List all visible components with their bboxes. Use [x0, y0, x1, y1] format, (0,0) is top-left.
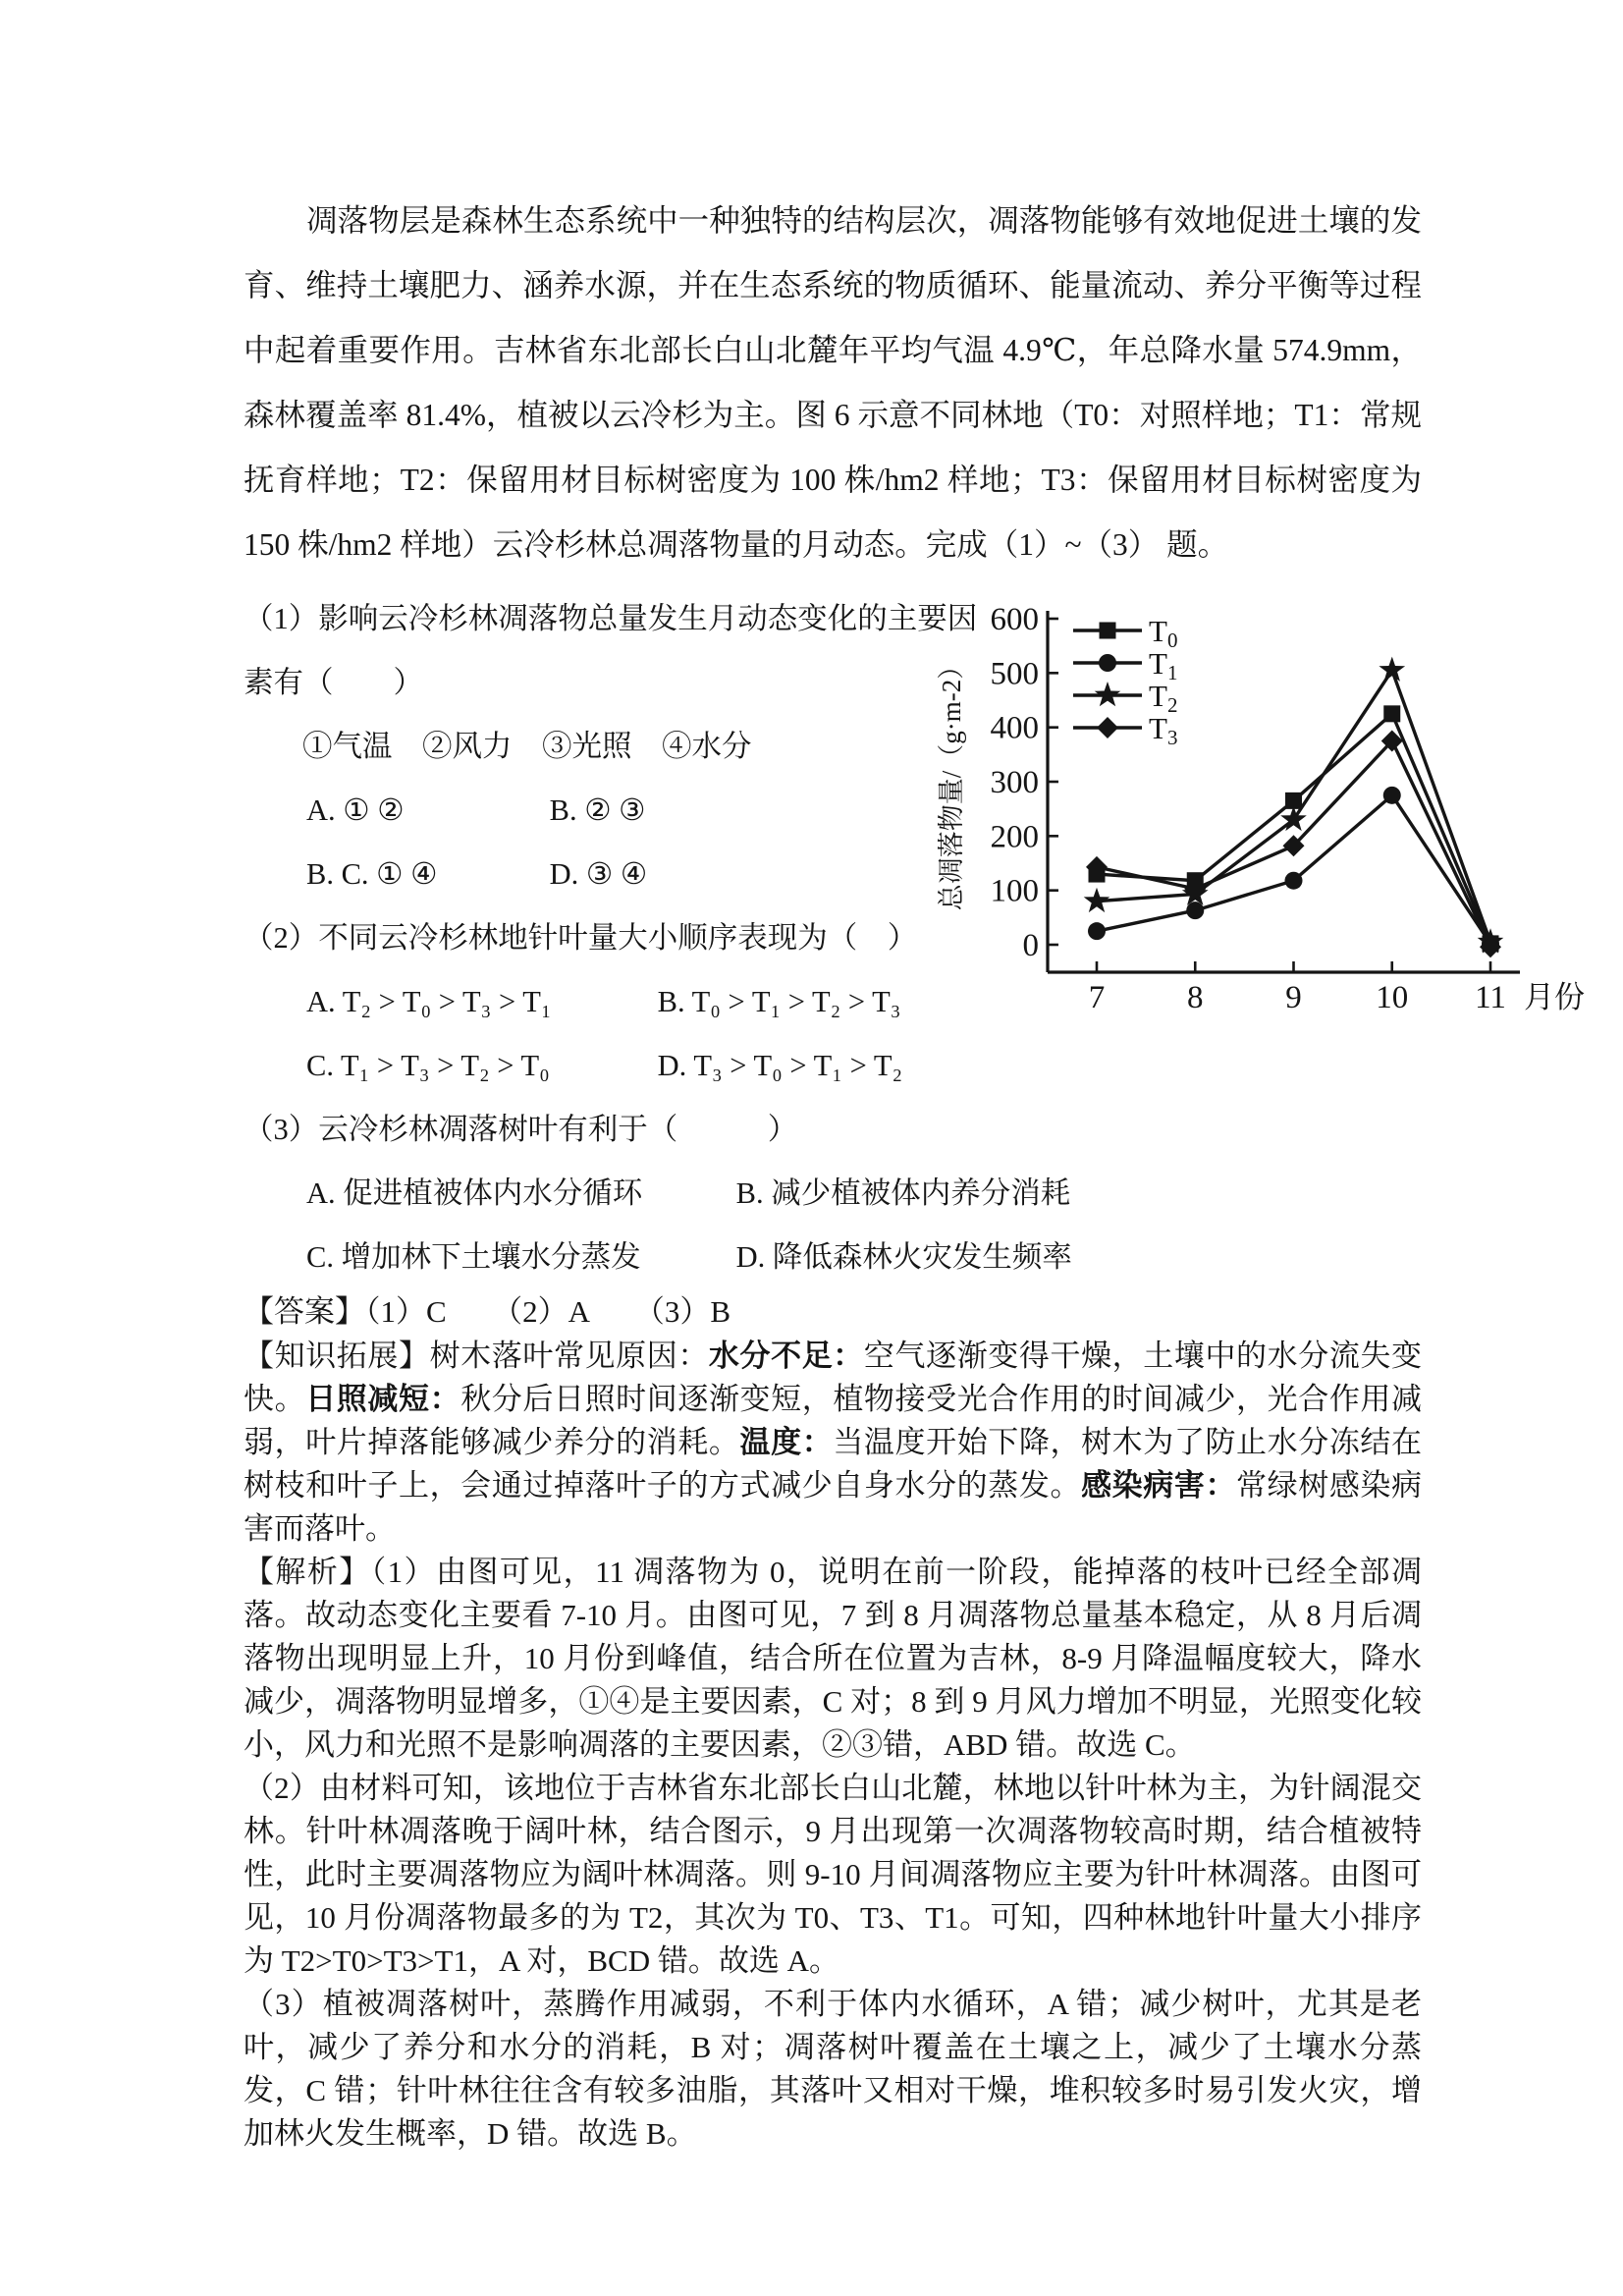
chart-legend-label-T0: T0	[1149, 614, 1178, 652]
chart-y-axis-label: 总凋落物量/（g·m-2）	[937, 652, 966, 911]
question-1-option-b: B. ② ③	[549, 793, 646, 827]
question-3-option-a: A. 促进植被体内水分循环	[306, 1176, 643, 1210]
svg-text:100: 100	[990, 873, 1039, 909]
svg-text:500: 500	[990, 656, 1039, 692]
svg-text:600: 600	[990, 602, 1039, 637]
question-2-options-row-2	[243, 1034, 1422, 1098]
question-1-option-a: A. ① ②	[306, 793, 405, 827]
chart-legend	[1073, 614, 1177, 749]
svg-text:8: 8	[1187, 980, 1204, 1015]
svg-text:300: 300	[990, 765, 1039, 800]
question-1-line-2: 素有（ ）	[243, 666, 423, 699]
figure-6-litter-chart	[933, 589, 1596, 1017]
svg-text:9: 9	[1285, 980, 1302, 1015]
question-2-option-c: C. T₁ > T₃ > T₂ > T₀	[306, 1049, 550, 1082]
question-2-line: （2）不同云冷杉林地针叶量大小顺序表现为（ ）	[243, 921, 918, 955]
chart-legend-label-T1: T1	[1149, 646, 1178, 684]
question-1-numbered-items: ①气温 ②风力 ③光照 ④水分	[302, 730, 752, 763]
question-section	[243, 587, 1585, 1289]
chart-x-axis-label: 月份	[1524, 980, 1585, 1014]
question-1-option-c: B. C. ① ④	[306, 857, 438, 891]
question-3-line: （3）云冷杉林凋落树叶有利于（ ）	[243, 1113, 798, 1146]
chart-legend-label-T3: T3	[1149, 711, 1178, 749]
svg-text:400: 400	[990, 710, 1039, 746]
analysis-paragraph-3: （3）植被凋落树叶，蒸腾作用减弱，不利于体内水循环，A 错；减少树叶，尤其是老叶，减少了养分和水分的消耗，B 对；凋落树叶覆盖在土壤之上，减少了土壤水分蒸发，C 错；针叶林往往含有较多油脂，其落叶又相对干燥，堆积较多时易引发火灾，增加林火发生概率，D 错。故选 B。	[243, 1987, 1422, 2151]
question-3-options-row-1	[243, 1162, 1422, 1226]
question-3-options-row-2	[243, 1226, 1422, 1289]
svg-text:10: 10	[1376, 980, 1409, 1015]
analysis-paragraph-1: 【解析】（1）由图可见，11 凋落物为 0，说明在前一阶段，能掉落的枝叶已经全部凋落。故动态变化主要看 7-10 月。由图可见，7 到 8 月凋落物总量基本稳定，从 8 月后凋落物出现明显上升，10 月份到峰值，结合所在位置为吉林，8-9 月降温幅度较大，降水减少，凋落物明显增多，①④是主要因素，C 对；8 到 9 月风力增加不明显，光照变化较小，风力和光照不是影响凋落的主要因素，②③错，ABD 错。故选 C。	[243, 1555, 1422, 1762]
svg-text:0: 0	[1022, 928, 1039, 963]
svg-text:200: 200	[990, 819, 1039, 855]
analysis-paragraph-2: （2）由材料可知，该地位于吉林省东北部长白山北麓，林地以针叶林为主，为针阔混交林。针叶林凋落晚于阔叶林，结合图示，9 月出现第一次凋落物较高时期，结合植被特性，此时主要凋落物应为阔叶林凋落。则 9-10 月间凋落物应主要为针叶林凋落。由图可见，10 月份凋落物最多的为 T2，其次为 T0、T3、T1。可知，四种林地针叶量大小排序为 T2>T0>T3>T1，A 对，BCD 错。故选 A。	[243, 1771, 1422, 1978]
svg-text:7: 7	[1088, 980, 1106, 1015]
question-2-option-d: D. T₃ > T₀ > T₁ > T₂	[657, 1049, 903, 1082]
chart-legend-label-T2: T2	[1149, 679, 1178, 717]
question-1-option-d: D. ③ ④	[549, 857, 648, 891]
question-2-option-b: B. T₀ > T₁ > T₂ > T₃	[657, 985, 901, 1018]
svg-text:11: 11	[1475, 980, 1506, 1015]
document-body	[243, 189, 1585, 2156]
figure-6-chart-svg	[933, 589, 1596, 1017]
intro-paragraph: 凋落物层是森林生态系统中一种独特的结构层次，凋落物能够有效地促进土壤的发育、维持土壤肥力、涵养水源，并在生态系统的物质循环、能量流动、养分平衡等过程中起着重要作用。吉林省东北部长白山北麓年平均气温 4.9℃，年总降水量 574.9mm，森林覆盖率 81.4%，植被以云冷杉为主。图 6 示意不同林地（T0：对照样地；T1：常规抚育样地；T2：保留用材目标树密度为 100 株/hm2 样地；T3：保留用材目标树密度为 150 株/hm2 样地）云冷杉林总凋落物量的月动态。完成（1）~（3） 题。	[243, 203, 1422, 562]
question-3-option-b: B. 减少植被体内养分消耗	[735, 1176, 1071, 1210]
question-1-line-1: （1）影响云冷杉林凋落物总量发生月动态变化的主要因	[243, 602, 978, 635]
knowledge-expansion-paragraph: 【知识拓展】树木落叶常见原因：水分不足：空气逐渐变得干燥，土壤中的水分流失变快。日照减短：秋分后日照时间逐渐变短，植物接受光合作用的时间减少，光合作用减弱，叶片掉落能够减少养分的消耗。温度：当温度开始下降，树木为了防止水分冻结在树枝和叶子上，会通过掉落叶子的方式减少自身水分的蒸发。感染病害：常绿树感染病害而落叶。	[243, 1339, 1423, 1546]
chart-x-ticks	[1089, 961, 1506, 1015]
question-3-option-c: C. 增加林下土壤水分蒸发	[306, 1240, 641, 1274]
answer-line: 【答案】（1）C （2）A （3）B	[243, 1294, 731, 1329]
question-2-option-a: A. T₂ > T₀ > T₃ > T₁	[306, 985, 552, 1018]
chart-series-T3	[1086, 731, 1501, 958]
chart-axes	[1048, 611, 1520, 972]
question-3-option-d: D. 降低森林火灾发生频率	[735, 1240, 1072, 1274]
